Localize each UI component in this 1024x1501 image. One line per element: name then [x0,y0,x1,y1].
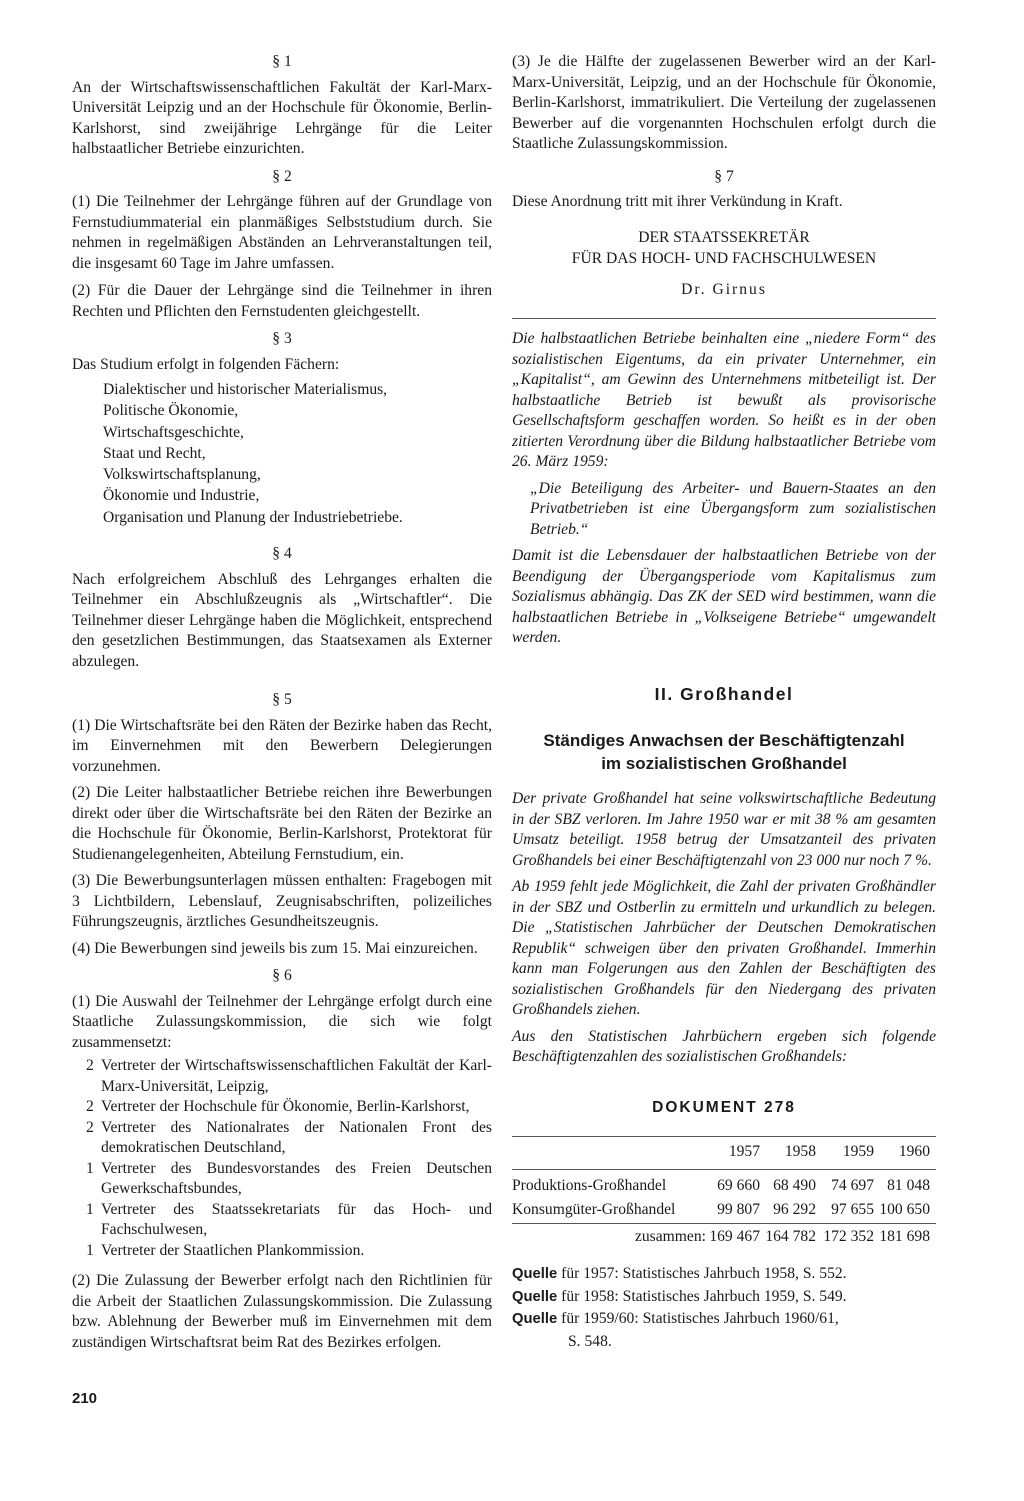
commentary-paragraph: Damit ist die Lebensdauer der halbstaatlichen Betriebe von der Beendigung der Übergangsperiode vom Kapitalismus zum Sozialismus abhängig. Das ZK der SED wird bestimmen, wann die halbstaatlichen Betriebe in „Volkseigene Betriebe“ umgewandelt werden. [512,547,936,646]
row-label: Produktions-Großhandel [512,1177,667,1194]
section-heading: § 5 [272,691,292,709]
source-list [512,1263,936,1353]
year-header: 1960 [898,1143,930,1160]
table-cell: 169 467 [709,1228,760,1245]
member-count: 2 [86,1118,94,1136]
commentary-quote: „Die Beteiligung des Arbeiter- und Bauern-Staates an den Privatbetrieben ist eine Übergangsform zum sozialistischen Betrieb.“ [530,479,936,538]
list-item: Wirtschaftsgeschichte, [103,423,244,441]
table-cell: 99 807 [717,1201,760,1218]
table-cell: 100 650 [879,1201,930,1218]
source-text: für 1959/60: Statistisches Jahrbuch 1960/61, [561,1310,839,1327]
member-text: Vertreter des Nationalrates der Nationalen Front des demokratischen Deutschland, [101,1118,492,1157]
list-item [86,1241,492,1262]
paragraph: (2) Für die Dauer der Lehrgänge sind die Teilnehmer in ihren Rechten und Pflichten den Fernstudenten gleichgestellt. [72,282,492,320]
subsection-title: im sozialistischen Großhandel [601,753,847,773]
year-header: 1958 [784,1143,816,1160]
source-text: für 1957: Statistisches Jahrbuch 1958, S. 552. [561,1265,847,1282]
list-item: Organisation und Planung der Industriebetriebe. [103,508,403,526]
table-cell: 74 697 [831,1177,874,1194]
member-count: 2 [86,1098,94,1116]
left-column [72,52,492,1353]
member-text: Vertreter der Wirtschaftswissenschaftlichen Fakultät der Karl-Marx-Universität, Leipzig, [101,1057,492,1095]
member-count: 1 [86,1200,94,1218]
list-item [86,1200,492,1241]
table-cell: 81 048 [887,1177,930,1194]
list-item: Staat und Recht, [103,444,206,462]
section-heading: § 4 [272,545,292,563]
table-cell: 164 782 [765,1228,816,1245]
paragraph: Ab 1959 fehlt jede Möglichkeit, die Zahl der privaten Großhändler in der SBZ und Ostberlin zu ermitteln und urkundlich zu belegen. Die „Statistischen Jahrbücher der Deutschen Demokratischen Republik“ schweigen über den privaten Großhandel. Immerhin kann man Folgerungen aus den Zahlen der Beschäftigten des sozialistischen Großhandels für den Niedergang des privaten Großhandels ziehen. [512,878,936,1018]
list-item: Politische Ökonomie, [103,402,239,420]
year-header: 1959 [842,1143,874,1160]
member-text: Vertreter des Staatssekretariats für das Hoch- und Fachschulwesen, [101,1200,492,1239]
commentary-paragraph: Die halbstaatlichen Betriebe beinhalten eine „niedere Form“ des sozialistischen Eigentums, da ein privater Unternehmer, ein „Kapitalist“, am Gewinn des Unternehmens mitbeteiligt ist. Der halbstaatliche Betrieb ist bewußt als provisorische Gesellschaftsform geschaffen worden. So heißt es in der oben zitierten Verordnung über die Bildung halbstaatlicher Betriebe vom 26. März 1959: [512,330,936,470]
row-label: Konsumgüter-Großhandel [512,1201,676,1218]
list-item: Volkswirtschaftsplanung, [103,466,261,484]
section-heading: § 2 [272,167,292,185]
paragraph: Der private Großhandel hat seine volkswirtschaftliche Bedeutung in der SBZ verloren. Im Jahre 1950 war er mit 38 % am gesamten Umsatz beteiligt. 1958 betrug der Umsatzanteil des privaten Großhandels bei einer Beschäftigtenzahl von 23 000 nur noch 7 %. [512,790,936,869]
employment-table [512,1137,936,1247]
right-column [512,52,936,1353]
member-text: Vertreter des Bundesvorstandes des Freien Deutschen Gewerkschaftsbundes, [101,1159,492,1198]
list-item [86,1056,492,1097]
paragraph: (4) Die Bewerbungen sind jeweils bis zum 15. Mai einzureichen. [72,939,478,957]
source-item [512,1286,936,1309]
table-total-row [512,1227,936,1247]
source-label: Quelle [512,1266,558,1282]
section-title: II. Großhandel [654,683,794,704]
list-item [86,1159,492,1200]
paragraph: (1) Die Wirtschaftsräte bei den Räten der Bezirke haben das Recht, im Einvernehmen mit den Bewerbern Delegierungen vorzunehmen. [72,716,492,775]
paragraph: Nach erfolgreichem Abschluß des Lehrganges erhalten die Teilnehmer ein Abschlußzeugnis als „Wirtschaftler“. Die Teilnehmer dieser Lehrgänge haben die Möglichkeit, entsprechend den gesetzlichen Bestimmungen, das Staatsexamen als Externer abzulegen. [72,570,492,670]
source-label: Quelle [512,1288,558,1305]
source-item [512,1263,936,1286]
paragraph: Aus den Statistischen Jahrbüchern ergeben sich folgende Beschäftigtenzahlen des sozialistischen Großhandels: [512,1027,936,1065]
list-item [86,1118,492,1159]
total-label: zusammen: [634,1228,706,1245]
member-count: 1 [86,1159,94,1177]
table-cell: 68 490 [773,1177,816,1194]
table-row [512,1176,936,1196]
document-title: DOKUMENT 278 [652,1098,796,1116]
page-number: 210 [72,1390,98,1407]
source-continuation: S. 548. [568,1332,612,1350]
table-header-row [512,1137,936,1167]
member-text: Vertreter der Hochschule für Ökonomie, Berlin-Karlshorst, [101,1098,470,1116]
paragraph: Diese Anordnung tritt mit ihrer Verkündung in Kraft. [512,193,843,210]
list-item: Ökonomie und Industrie, [103,487,260,505]
table-cell: 69 660 [717,1177,760,1194]
paragraph: (2) Die Leiter halbstaatlicher Betriebe reichen ihre Bewerbungen direkt oder über die Wirtschaftsräte bei den Räten der Bezirke an die Hochschule für Ökonomie, Berlin-Karlshorst, Protektorat für Studienangelegenheiten, Abteilung Fernstudium, ein. [72,784,492,863]
paragraph: (2) Die Zulassung der Bewerber erfolgt nach den Richtlinien für die Arbeit der Staatlichen Zulassungskommission. Die Zulassung bzw. Ablehnung der Bewerber muß im Einvernehmen mit dem zuständigen Wirtschaftsrat beim Rat des Bezirkes erfolgen. [72,1272,492,1351]
source-text: für 1958: Statistisches Jahrbuch 1959, S. 549. [561,1287,847,1305]
section-heading: § 6 [272,967,292,985]
signature-title: FÜR DAS HOCH- UND FACHSCHULWESEN [571,249,877,267]
section-heading: § 7 [714,167,734,185]
section-heading: § 3 [272,330,292,347]
list-item: Dialektischer und historischer Materialismus, [103,381,388,398]
table-row [512,1196,936,1220]
list-item [86,1097,492,1118]
paragraph: An der Wirtschaftswissenschaftlichen Fakultät der Karl-Marx-Universität Leipzig und an der Hochschule für Ökonomie, Berlin-Karlshorst, sind zweijährige Lehrgänge für die Leiter halbstaatlicher Betriebe einzurichten. [72,78,492,157]
divider [512,318,936,319]
signature-title: DER STAATSSEKRETÄR [638,228,810,246]
signature-name: Dr. Girnus [681,280,767,298]
table-cell: 96 292 [773,1201,816,1218]
year-header: 1957 [728,1143,760,1160]
paragraph: Das Studium erfolgt in folgenden Fächern: [72,355,340,373]
member-count: 2 [86,1057,94,1075]
table-cell: 97 655 [831,1201,874,1218]
table-cell: 181 698 [879,1228,930,1245]
subject-list [103,379,492,528]
source-label: Quelle [512,1311,558,1327]
paragraph: (3) Die Bewerbungsunterlagen müssen enthalten: Fragebogen mit 3 Lichtbildern, Lebenslauf, Zeugnisabschriften, polizeiliches Führungszeugnis, ärztliches Gesundheitszeugnis. [72,872,492,931]
subsection-title: Ständiges Anwachsen der Beschäftigtenzahl [543,731,905,750]
paragraph: (1) Die Teilnehmer der Lehrgänge führen auf der Grundlage von Fernstudiummaterial ein planmäßiges Selbststudium durch. Sie nehmen in regelmäßigen Abständen an Lehrveranstaltungen teil, die insgesamt 60 Tage im Jahre umfassen. [72,193,492,272]
commission-member-list [86,1056,492,1261]
paragraph: (1) Die Auswahl der Teilnehmer der Lehrgänge erfolgt durch eine Staatliche Zulassungskommission, die sich wie folgt zusammensetzt: [72,992,492,1051]
member-count: 1 [86,1241,94,1259]
paragraph: (3) Je die Hälfte der zugelassenen Bewerber wird an der Karl-Marx-Universität, Leipzig, und an der Hochschule für Ökonomie, Berlin-Karlshorst, immatrikuliert. Die Verteilung der zugelassenen Bewerber auf die vorgenannten Hochschulen erfolgt durch die Staatliche Zulassungskommission. [512,53,936,152]
table-cell: 172 352 [823,1228,874,1245]
member-text: Vertreter der Staatlichen Plankommission. [101,1241,365,1259]
section-heading: § 1 [272,53,292,70]
source-item [512,1308,936,1331]
